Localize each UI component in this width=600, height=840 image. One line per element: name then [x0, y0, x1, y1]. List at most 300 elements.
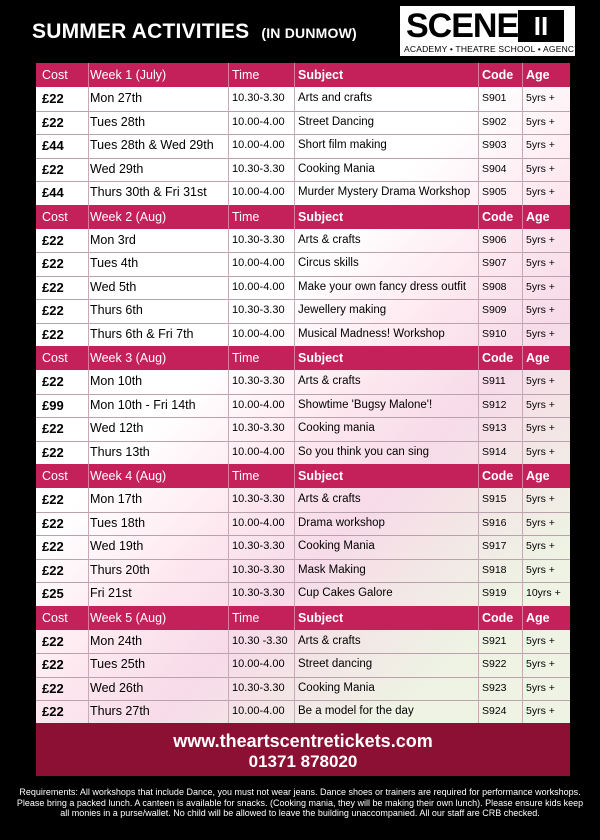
column-divider	[478, 370, 479, 394]
code-value: S921	[482, 634, 507, 647]
header-subject: Subject	[298, 351, 344, 365]
column-divider	[478, 535, 479, 559]
column-divider	[294, 488, 295, 512]
column-divider	[522, 299, 523, 323]
header-age: Age	[526, 68, 550, 82]
subject-value: Be a model for the day	[298, 705, 414, 717]
code-value: S909	[482, 304, 507, 316]
time-value: 10.00-4.00	[232, 705, 285, 717]
page-header	[0, 0, 600, 62]
cost-value: £22	[42, 444, 64, 460]
column-divider	[478, 205, 479, 229]
column-divider	[522, 535, 523, 559]
table-row	[36, 323, 570, 348]
column-divider	[294, 700, 295, 724]
title-location: (IN DUNMOW)	[261, 25, 357, 41]
subject-value: Arts and crafts	[298, 92, 373, 104]
header-age: Age	[526, 351, 550, 365]
column-divider	[478, 394, 479, 418]
week-header-row	[36, 63, 570, 87]
subject-value: Circus skills	[298, 257, 359, 269]
column-divider	[228, 370, 229, 394]
requirements-note: Requirements: All workshops that include Dance, you must not wear jeans. Dance shoes or trainers are required for performance workshops. Please bring a packed lunch. A canteen is available for snacks. (Cooking mania, they will be making their own lunch). Please ensure kids keep all monies in a purse/wallet. No child will be allowed to leave the building unaccompanied. All our staff are CRB checked.	[16, 787, 584, 818]
column-divider	[228, 134, 229, 158]
column-divider	[228, 158, 229, 182]
subject-value: Make your own fancy dress outfit	[298, 280, 467, 293]
title-text: SUMMER ACTIVITIES	[32, 20, 250, 43]
code-value: S906	[482, 233, 507, 246]
column-divider	[294, 417, 295, 441]
day-value: Wed 29th	[90, 161, 144, 176]
column-divider	[294, 252, 295, 276]
age-value: 5yrs +	[526, 398, 555, 411]
column-divider	[478, 134, 479, 158]
column-divider	[478, 111, 479, 135]
column-divider	[478, 653, 479, 677]
cost-value: £22	[42, 91, 64, 106]
subject-value: Cooking Mania	[298, 681, 375, 694]
day-value: Mon 10th - Fri 14th	[90, 397, 196, 412]
header-time: Time	[232, 351, 260, 365]
week-header-row	[36, 464, 570, 488]
time-value: 10.00-4.00	[232, 115, 285, 128]
age-value: 10yrs +	[526, 587, 561, 599]
code-value: S923	[482, 681, 507, 694]
logo-numeral: II	[518, 10, 564, 42]
table-row	[36, 394, 570, 419]
day-value: Mon 3rd	[90, 232, 136, 247]
cost-value: £22	[42, 161, 64, 177]
column-divider	[522, 346, 523, 370]
cost-value: £22	[42, 421, 64, 436]
cost-value: £22	[42, 374, 64, 389]
table-row	[36, 559, 570, 584]
week-header-row	[36, 346, 570, 370]
subject-value: Musical Madness! Workshop	[298, 327, 445, 340]
time-value: 10.30-3.30	[232, 587, 285, 599]
time-value: 10.00-4.00	[232, 327, 285, 340]
time-value: 10.30-3.30	[232, 422, 285, 434]
code-value: S912	[482, 398, 507, 411]
cost-value: £22	[42, 256, 64, 271]
column-divider	[294, 346, 295, 370]
column-divider	[294, 229, 295, 253]
subject-value: Mask Making	[298, 563, 366, 576]
cost-value: £22	[42, 539, 64, 554]
column-divider	[522, 158, 523, 182]
day-value: Thurs 6th	[90, 303, 143, 317]
column-divider	[478, 63, 479, 87]
column-divider	[294, 606, 295, 630]
subject-value: Cooking Mania	[298, 162, 375, 175]
table-row	[36, 488, 570, 513]
table-row	[36, 512, 570, 537]
header-code: Code	[482, 68, 514, 82]
table-row	[36, 87, 570, 112]
age-value: 5yrs +	[526, 327, 555, 340]
code-value: S915	[482, 493, 507, 505]
column-divider	[228, 111, 229, 135]
column-divider	[294, 158, 295, 182]
table-row	[36, 181, 570, 206]
column-divider	[522, 677, 523, 701]
time-value: 10.00-4.00	[232, 280, 285, 293]
header-time: Time	[232, 469, 260, 483]
time-value: 10.00-4.00	[232, 445, 285, 458]
column-divider	[294, 181, 295, 205]
column-divider	[294, 323, 295, 347]
cost-value: £22	[42, 704, 64, 719]
column-divider	[522, 394, 523, 418]
day-value: Thurs 27th	[90, 704, 150, 718]
day-value: Tues 28th & Wed 29th	[90, 138, 214, 152]
day-value: Mon 27th	[90, 91, 143, 105]
age-value: 5yrs +	[526, 681, 555, 694]
day-value: Tues 4th	[90, 256, 139, 270]
header-age: Age	[526, 610, 550, 625]
table-row	[36, 441, 570, 466]
column-divider	[522, 370, 523, 394]
column-divider	[478, 488, 479, 512]
column-divider	[228, 512, 229, 536]
subject-value: Arts & crafts	[298, 233, 361, 246]
day-value: Thurs 13th	[90, 444, 150, 459]
column-divider	[294, 653, 295, 677]
column-divider	[478, 441, 479, 465]
code-value: S908	[482, 280, 507, 293]
table-row	[36, 582, 570, 607]
code-value: S910	[482, 327, 507, 340]
column-divider	[522, 111, 523, 135]
column-divider	[228, 417, 229, 441]
age-value: 5yrs +	[526, 422, 555, 434]
code-value: S917	[482, 540, 507, 552]
age-value: 5yrs +	[526, 658, 555, 670]
scene-ii-logo	[400, 6, 581, 56]
code-value: S924	[482, 705, 507, 717]
column-divider	[478, 700, 479, 724]
column-divider	[228, 582, 229, 606]
subject-value: Cooking Mania	[298, 540, 375, 552]
cost-value: £44	[42, 138, 64, 153]
day-value: Wed 12th	[90, 421, 144, 435]
table-row	[36, 535, 570, 560]
header-age: Age	[526, 209, 550, 224]
cost-value: £44	[42, 185, 64, 200]
header-cost: Cost	[42, 68, 68, 82]
column-divider	[522, 87, 523, 111]
column-divider	[294, 299, 295, 323]
column-divider	[522, 606, 523, 630]
column-divider	[228, 323, 229, 347]
week-label: Week 1 (July)	[90, 68, 167, 82]
day-value: Tues 28th	[90, 114, 146, 129]
column-divider	[294, 441, 295, 465]
header-time: Time	[232, 610, 260, 625]
cost-value: £22	[42, 680, 64, 696]
column-divider	[522, 134, 523, 158]
time-value: 10.30-3.30	[232, 375, 285, 387]
subject-value: Drama workshop	[298, 516, 385, 529]
code-value: S902	[482, 115, 507, 128]
cost-value: £25	[42, 586, 64, 601]
time-value: 10.30-3.30	[232, 162, 285, 175]
table-row	[36, 111, 570, 136]
column-divider	[294, 559, 295, 583]
age-value: 5yrs +	[526, 375, 555, 387]
cost-value: £22	[42, 232, 64, 248]
subject-value: Short film making	[298, 139, 387, 151]
column-divider	[228, 181, 229, 205]
column-divider	[294, 63, 295, 87]
column-divider	[522, 488, 523, 512]
code-value: S903	[482, 139, 507, 151]
column-divider	[478, 229, 479, 253]
column-divider	[478, 559, 479, 583]
column-divider	[478, 677, 479, 701]
column-divider	[294, 370, 295, 394]
column-divider	[478, 252, 479, 276]
column-divider	[478, 87, 479, 111]
column-divider	[478, 606, 479, 630]
time-value: 10.30-3.30	[232, 92, 285, 104]
column-divider	[478, 630, 479, 654]
cost-value: £22	[42, 303, 64, 318]
column-divider	[228, 700, 229, 724]
week-label: Week 4 (Aug)	[90, 469, 167, 483]
time-value: 10.30-3.30	[232, 540, 285, 552]
phone-number: 01371 878020	[248, 752, 358, 771]
age-value: 5yrs +	[526, 139, 555, 151]
cost-value: £22	[42, 279, 64, 295]
subject-value: Arts & crafts	[298, 634, 361, 647]
cost-value: £22	[42, 515, 64, 531]
table-row	[36, 653, 570, 678]
time-value: 10.30-3.30	[232, 563, 285, 576]
code-value: S919	[482, 587, 507, 599]
subject-value: Cooking mania	[298, 422, 375, 434]
cost-value: £22	[42, 114, 64, 130]
header-time: Time	[232, 209, 260, 224]
table-row	[36, 677, 570, 702]
column-divider	[522, 700, 523, 724]
code-value: S918	[482, 563, 507, 576]
age-value: 5yrs +	[526, 92, 555, 104]
time-value: 10.30-3.30	[232, 233, 285, 246]
cost-value: £22	[42, 657, 64, 672]
subject-value: Arts & crafts	[298, 493, 361, 505]
subject-value: So you think you can sing	[298, 445, 430, 458]
age-value: 5yrs +	[526, 493, 555, 505]
column-divider	[522, 653, 523, 677]
week-header-row	[36, 205, 570, 229]
age-value: 5yrs +	[526, 540, 555, 552]
header-code: Code	[482, 610, 514, 625]
header-subject: Subject	[298, 209, 344, 224]
cost-value: £22	[42, 562, 64, 578]
time-value: 10.00-4.00	[232, 516, 285, 529]
contact-band	[36, 723, 570, 776]
column-divider	[228, 63, 229, 87]
column-divider	[294, 134, 295, 158]
day-value: Tues 25th	[90, 657, 146, 671]
day-value: Mon 10th	[90, 374, 143, 388]
column-divider	[294, 205, 295, 229]
age-value: 5yrs +	[526, 516, 555, 529]
week-header-row	[36, 606, 570, 630]
website-link[interactable]: www.theartscentretickets.com	[173, 731, 433, 751]
column-divider	[294, 535, 295, 559]
header-cost: Cost	[42, 209, 68, 224]
day-value: Wed 5th	[90, 279, 137, 294]
column-divider	[478, 299, 479, 323]
table-row	[36, 252, 570, 277]
header-age: Age	[526, 469, 550, 483]
column-divider	[294, 87, 295, 111]
column-divider	[522, 582, 523, 606]
code-value: S901	[482, 92, 507, 104]
table-row	[36, 134, 570, 159]
header-time: Time	[232, 68, 260, 82]
age-value: 5yrs +	[526, 257, 555, 269]
column-divider	[228, 653, 229, 677]
cost-value: £22	[42, 633, 64, 649]
column-divider	[228, 276, 229, 300]
logo-name: SCENE	[406, 7, 519, 45]
table-row	[36, 700, 570, 725]
table-row	[36, 299, 570, 324]
subject-value: Jewellery making	[298, 304, 387, 316]
column-divider	[294, 464, 295, 488]
column-divider	[522, 417, 523, 441]
column-divider	[228, 606, 229, 630]
day-value: Tues 18th	[90, 515, 146, 530]
header-subject: Subject	[298, 469, 344, 483]
column-divider	[478, 582, 479, 606]
column-divider	[478, 464, 479, 488]
day-value: Fri 21st	[90, 586, 132, 600]
age-value: 5yrs +	[526, 705, 555, 717]
column-divider	[294, 276, 295, 300]
table-row	[36, 630, 570, 655]
time-value: 10.00-4.00	[232, 257, 285, 269]
table-row	[36, 417, 570, 442]
column-divider	[228, 677, 229, 701]
code-value: S916	[482, 516, 507, 529]
time-value: 10.30 -3.30	[232, 634, 288, 647]
age-value: 5yrs +	[526, 304, 555, 316]
header-cost: Cost	[42, 469, 68, 483]
column-divider	[478, 158, 479, 182]
column-divider	[228, 394, 229, 418]
age-value: 5yrs +	[526, 634, 555, 647]
subject-value: Cup Cakes Galore	[298, 587, 393, 599]
age-value: 5yrs +	[526, 233, 555, 246]
age-value: 5yrs +	[526, 162, 555, 175]
subject-value: Street dancing	[298, 658, 373, 670]
column-divider	[478, 323, 479, 347]
week-label: Week 5 (Aug)	[90, 610, 167, 625]
column-divider	[228, 229, 229, 253]
column-divider	[294, 111, 295, 135]
column-divider	[522, 323, 523, 347]
column-divider	[228, 87, 229, 111]
column-divider	[228, 559, 229, 583]
day-value: Wed 26th	[90, 680, 144, 695]
age-value: 5yrs +	[526, 186, 555, 198]
code-value: S914	[482, 445, 507, 458]
time-value: 10.00-4.00	[232, 658, 285, 670]
column-divider	[228, 441, 229, 465]
column-divider	[478, 276, 479, 300]
column-divider	[228, 535, 229, 559]
column-divider	[228, 252, 229, 276]
cost-value: £22	[42, 326, 64, 342]
column-divider	[522, 630, 523, 654]
column-divider	[294, 677, 295, 701]
column-divider	[228, 464, 229, 488]
day-value: Thurs 20th	[90, 562, 150, 577]
day-value: Mon 17th	[90, 492, 143, 506]
time-value: 10.00-4.00	[232, 139, 285, 151]
cost-value: £22	[42, 492, 64, 507]
age-value: 5yrs +	[526, 115, 555, 128]
subject-value: Showtime 'Bugsy Malone'!	[298, 398, 433, 411]
header-code: Code	[482, 209, 514, 224]
column-divider	[522, 276, 523, 300]
code-value: S904	[482, 162, 507, 175]
column-divider	[478, 417, 479, 441]
cost-value: £99	[42, 397, 64, 413]
time-value: 10.00-4.00	[232, 186, 285, 198]
age-value: 5yrs +	[526, 280, 555, 293]
week-label: Week 2 (Aug)	[90, 209, 167, 224]
column-divider	[228, 630, 229, 654]
column-divider	[522, 559, 523, 583]
time-value: 10.30-3.30	[232, 304, 285, 316]
day-value: Thurs 30th & Fri 31st	[90, 185, 207, 199]
column-divider	[478, 512, 479, 536]
header-cost: Cost	[42, 351, 68, 365]
day-value: Wed 19th	[90, 539, 144, 553]
column-divider	[522, 252, 523, 276]
code-value: S911	[482, 375, 506, 387]
column-divider	[294, 630, 295, 654]
table-row	[36, 276, 570, 301]
age-value: 5yrs +	[526, 445, 555, 458]
column-divider	[522, 205, 523, 229]
column-divider	[228, 346, 229, 370]
code-value: S905	[482, 186, 507, 198]
column-divider	[294, 394, 295, 418]
column-divider	[228, 488, 229, 512]
header-subject: Subject	[298, 610, 344, 625]
logo-tagline: ACADEMY • THEATRE SCHOOL • AGENCY	[404, 44, 581, 54]
time-value: 10.00-4.00	[232, 398, 285, 411]
subject-value: Arts & crafts	[298, 375, 361, 387]
header-subject: Subject	[298, 68, 344, 82]
day-value: Mon 24th	[90, 633, 143, 648]
column-divider	[522, 464, 523, 488]
column-divider	[522, 229, 523, 253]
column-divider	[294, 512, 295, 536]
code-value: S922	[482, 658, 507, 670]
column-divider	[478, 346, 479, 370]
column-divider	[522, 512, 523, 536]
column-divider	[478, 181, 479, 205]
column-divider	[228, 205, 229, 229]
day-value: Thurs 6th & Fri 7th	[90, 326, 194, 341]
